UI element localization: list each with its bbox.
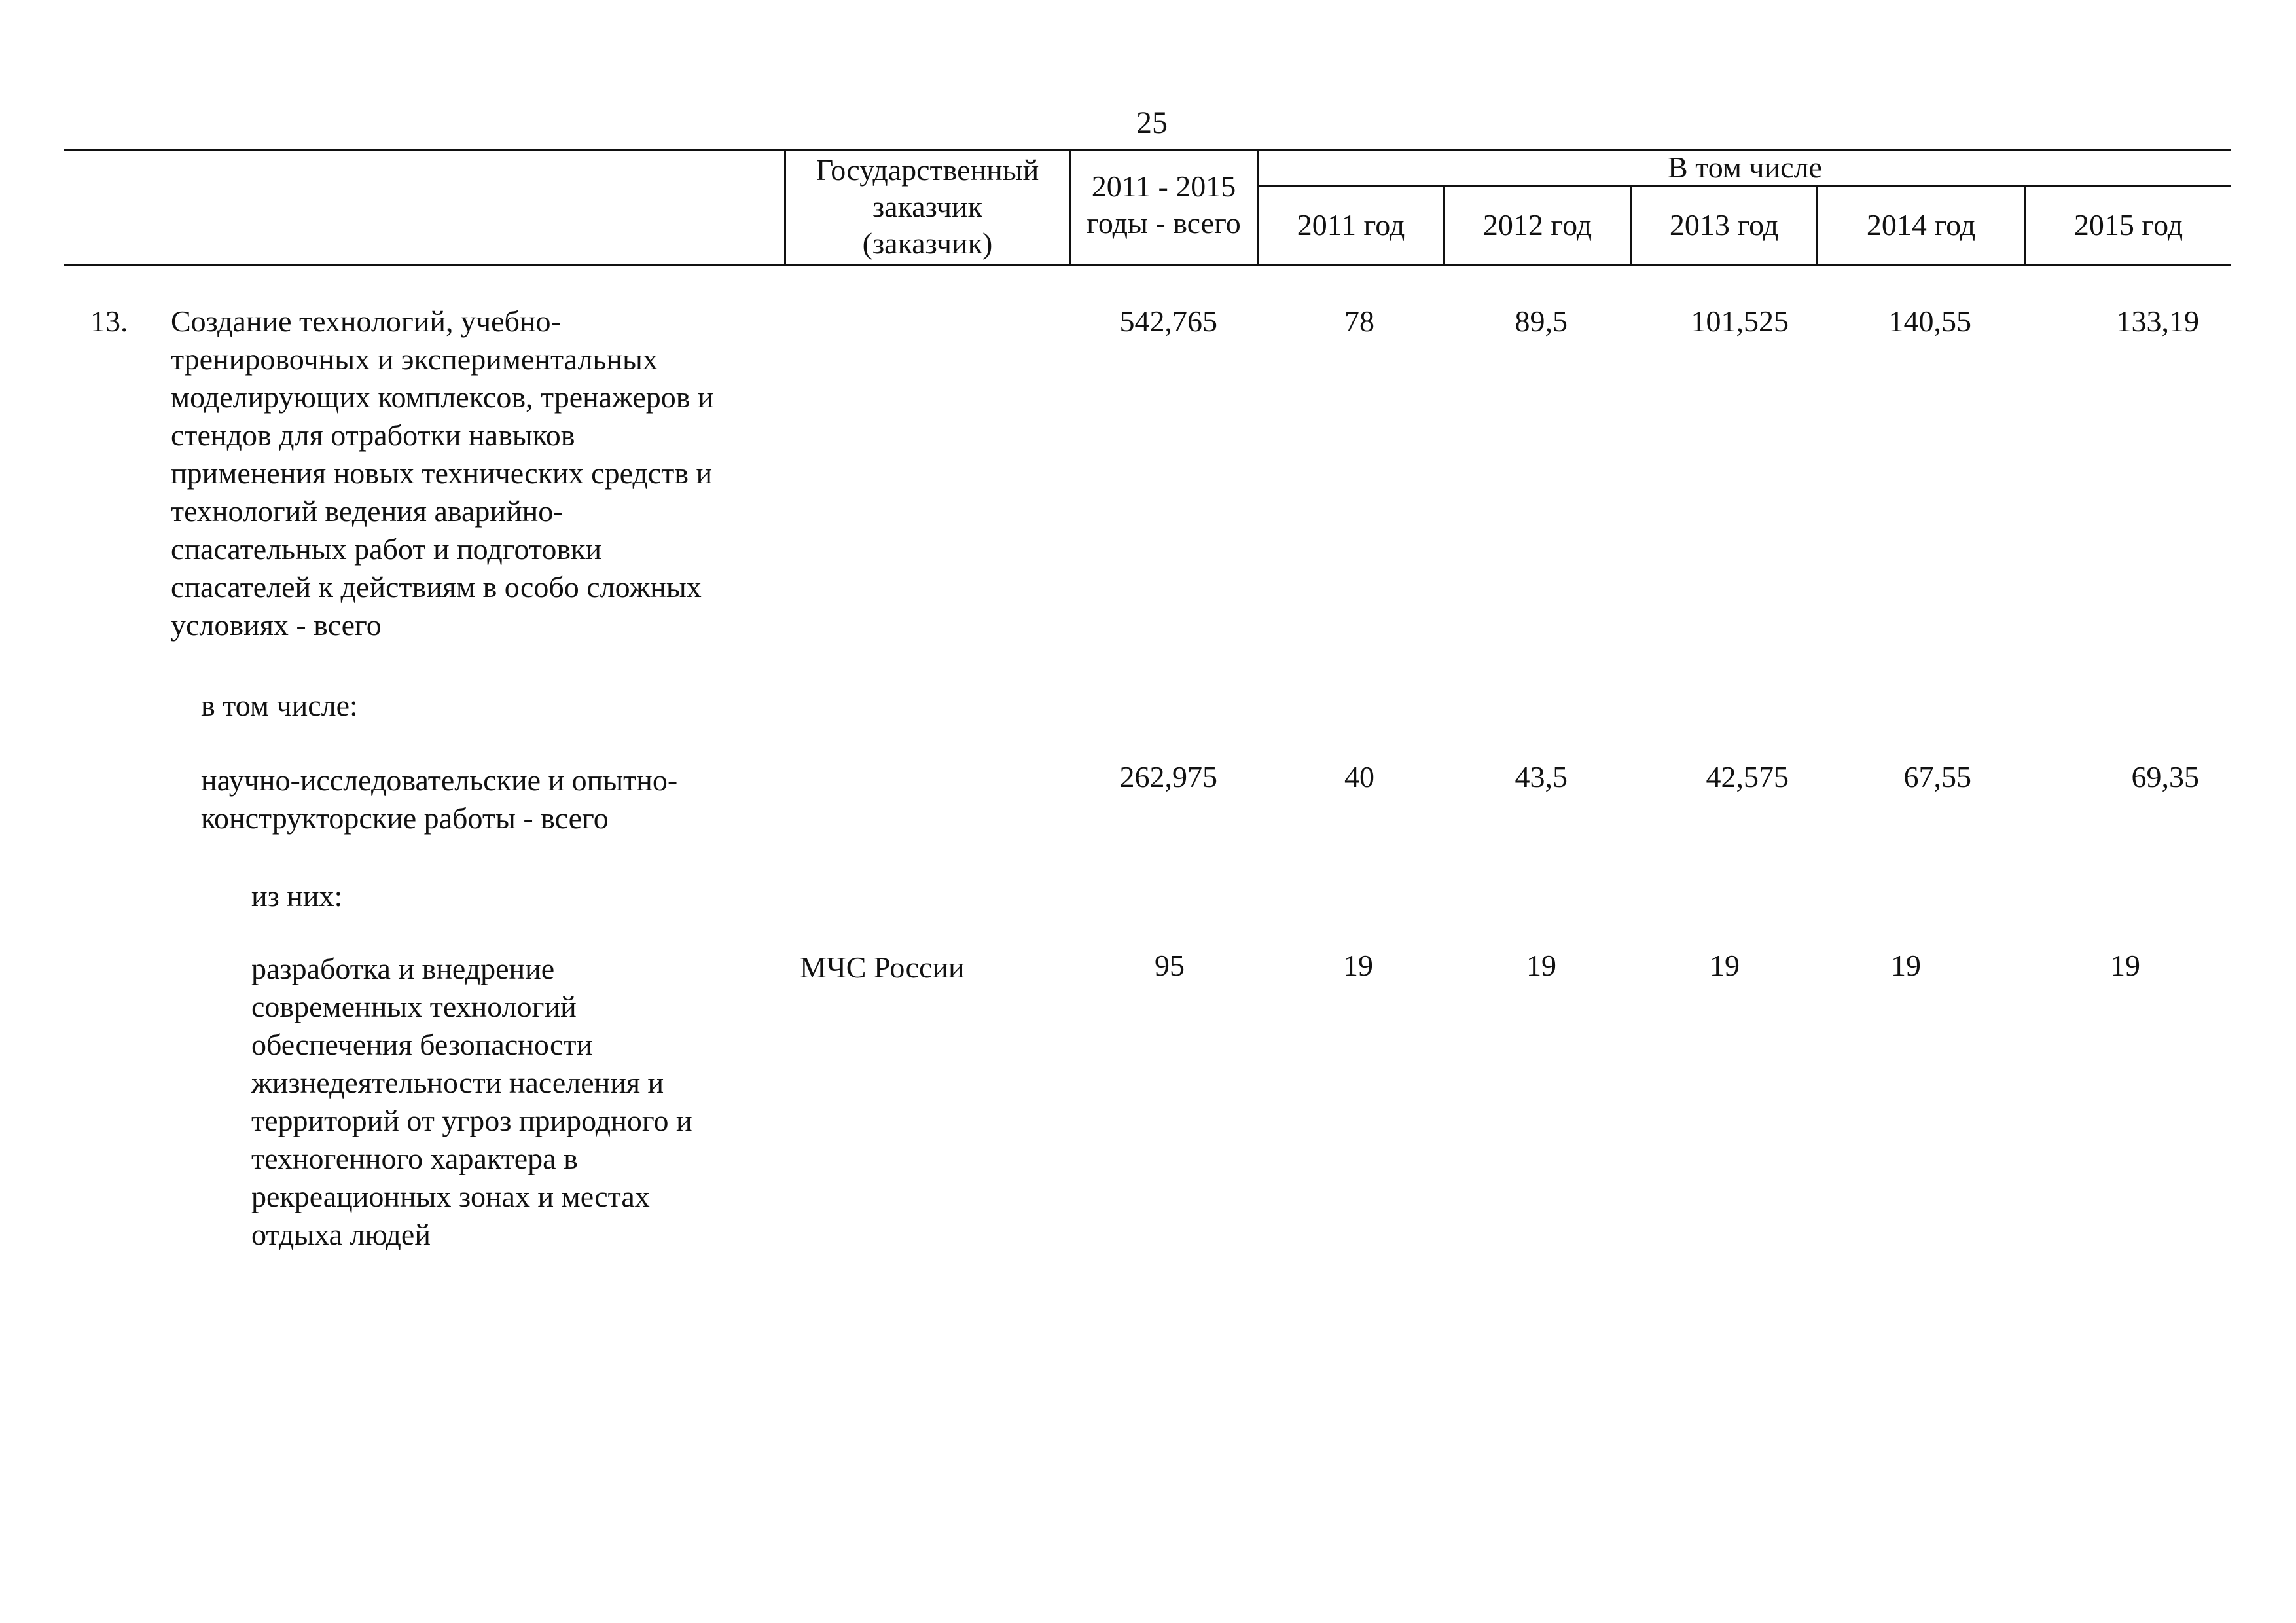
row-title-line: рекреационных зонах и местах — [251, 1180, 650, 1213]
row-title-line: технологий ведения аварийно- — [171, 494, 564, 528]
row-title-line: территорий от угроз природного и — [251, 1104, 692, 1137]
row-title-line: стендов для отработки навыков — [171, 418, 575, 452]
divider-2011-right — [1443, 185, 1445, 265]
row-title-line: научно-исследовательские и опытно- — [201, 763, 678, 797]
row-value-2013: 19 — [1710, 949, 1740, 982]
row-value-2015: 19 — [2110, 949, 2140, 982]
row-index: 13. — [90, 304, 128, 338]
row-title-line: Создание технологий, учебно- — [171, 304, 561, 338]
row-title — [201, 761, 777, 837]
row-title-line: жизнедеятельности населения и — [251, 1066, 664, 1099]
row-title-line: моделирующих комплексов, тренажеров и — [171, 380, 714, 414]
row-value-2015: 69,35 — [2131, 760, 2199, 793]
row-title-line: спасателей к действиям в особо сложных — [171, 570, 702, 604]
row-title-line: применения новых технических средств и — [171, 456, 713, 490]
row-total: 542,765 — [1119, 304, 1217, 338]
row-title-line: тренировочных и экспериментальных — [171, 342, 658, 376]
header-year-2014: 2014 год — [1866, 208, 1976, 242]
page-number: 25 — [1136, 105, 1168, 140]
divider-2014-right — [2024, 185, 2026, 265]
row-value-2011: 40 — [1344, 760, 1374, 793]
row-value-2012: 89,5 — [1515, 304, 1568, 338]
header-including: В том числе — [1668, 151, 1822, 184]
section-label: в том числе: — [201, 689, 358, 722]
header-total-line: годы - всего — [1086, 206, 1241, 240]
header-total — [1071, 168, 1256, 242]
row-value-2013: 101,525 — [1691, 304, 1789, 338]
row-title — [171, 302, 780, 644]
row-value-2012: 19 — [1526, 949, 1556, 982]
divider-customer-right — [1069, 149, 1071, 265]
row-value-2013: 42,575 — [1706, 760, 1789, 793]
section-label: из них: — [251, 879, 343, 913]
header-year-2013: 2013 год — [1669, 208, 1779, 242]
header-year-2012: 2012 год — [1482, 208, 1592, 242]
header-customer — [787, 152, 1068, 262]
header-customer-line: (заказчик) — [862, 227, 993, 260]
divider-2012-right — [1630, 185, 1632, 265]
row-value-2012: 43,5 — [1515, 760, 1568, 793]
row-title-line: современных технологий — [251, 990, 577, 1023]
divider-2013-right — [1816, 185, 1818, 265]
row-title-line: разработка и внедрение — [251, 952, 555, 985]
row-title — [251, 950, 775, 1254]
row-title-line: обеспечения безопасности — [251, 1028, 593, 1061]
row-value-2011: 78 — [1344, 304, 1374, 338]
divider-total-right — [1257, 149, 1259, 265]
divider-customer-left — [784, 149, 786, 265]
row-total: 262,975 — [1119, 760, 1217, 793]
row-value-2014: 67,55 — [1903, 760, 1971, 793]
header-year-2011: 2011 год — [1297, 208, 1405, 242]
row-title-line: техногенного характера в — [251, 1142, 578, 1175]
header-year-2015: 2015 год — [2073, 208, 2183, 242]
row-value-2011: 19 — [1343, 949, 1373, 982]
header-bottom-rule — [64, 264, 2231, 266]
row-customer: МЧС России — [800, 951, 965, 984]
row-value-2015: 133,19 — [2116, 304, 2199, 338]
row-title-line: отдыха людей — [251, 1218, 431, 1251]
row-title-line: спасательных работ и подготовки — [171, 532, 602, 566]
row-total: 95 — [1155, 949, 1185, 982]
header-total-line: 2011 - 2015 — [1091, 170, 1236, 203]
row-title-line: условиях - всего — [171, 608, 382, 642]
header-customer-line: Государственный — [816, 153, 1039, 187]
row-value-2014: 19 — [1891, 949, 1921, 982]
row-value-2014: 140,55 — [1888, 304, 1971, 338]
header-customer-line: заказчик — [872, 190, 982, 223]
row-title-line: конструкторские работы - всего — [201, 801, 609, 835]
